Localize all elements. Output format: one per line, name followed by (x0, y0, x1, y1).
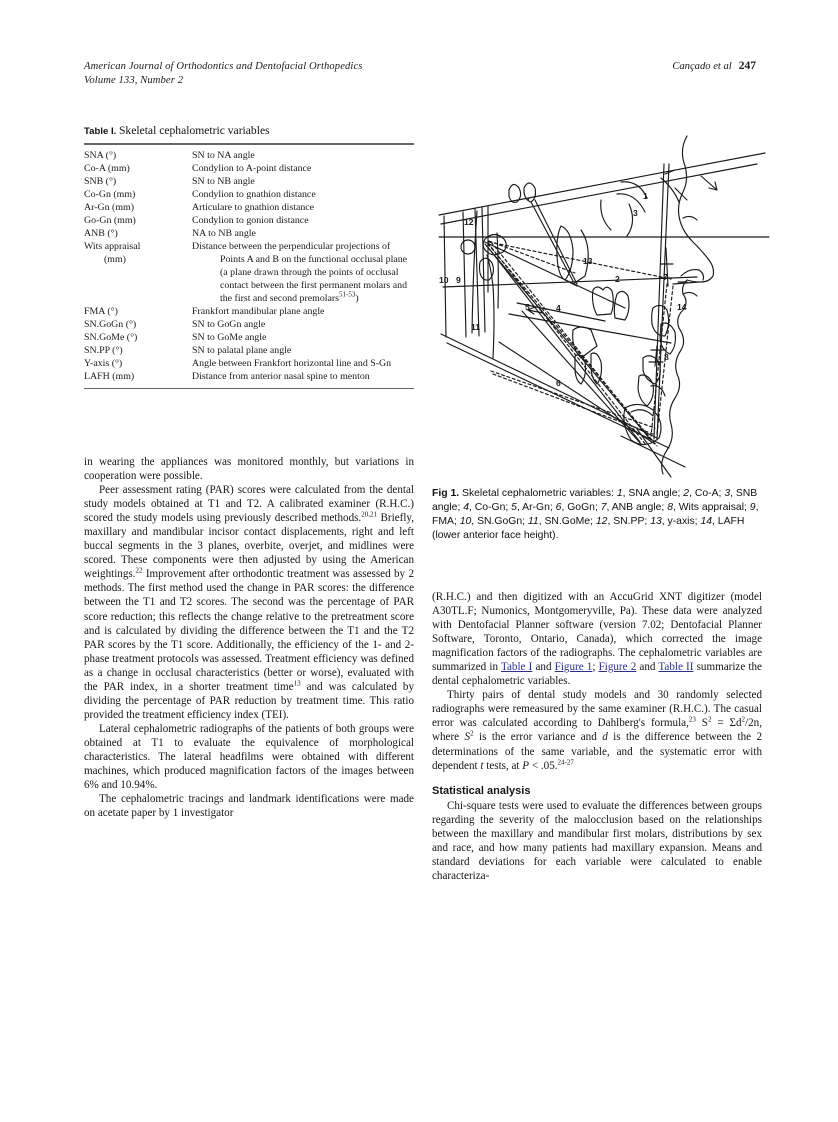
legend-name-11: SN.GoMe (544, 515, 591, 527)
figure-label-5: 5 (525, 302, 530, 312)
running-head-right (672, 60, 756, 74)
table-row (84, 306, 414, 319)
variable-definition: SN to NA angle (192, 150, 255, 161)
page-number: 247 (738, 60, 756, 72)
figure-label-10: 10 (439, 275, 449, 285)
legend-name-4: Co-Gn (474, 501, 506, 513)
spacer-cell (84, 267, 192, 280)
legend-num-4: 4 (463, 501, 469, 513)
error-text-d: /2n, where (432, 717, 762, 744)
variable-definition: NA to NB angle (192, 228, 256, 239)
journal-title: American Journal of Orthodontics and Dentofacial Orthopedics (84, 61, 363, 72)
symbol-s: S (464, 731, 471, 744)
legend-num-2: 2 (683, 488, 690, 499)
citation-superscript: 22 (135, 566, 143, 575)
legend-num-5: 5 (511, 501, 517, 513)
table-row-continuation (84, 293, 414, 306)
legend-num-10: 10 (459, 515, 472, 527)
variable-definition: SN to GoMe angle (192, 332, 267, 343)
paragraph-digitizer (432, 590, 762, 688)
dashed-gogn (491, 371, 655, 428)
legend-num-1: 1 (616, 488, 623, 499)
figure-label-4: 4 (556, 303, 561, 313)
cross-ref-figure-2[interactable]: Figure 2 (598, 661, 637, 674)
nose-tip-detail (683, 216, 697, 220)
citation-superscript: 24-27 (557, 757, 574, 766)
variable-name: Co-A (mm) (84, 163, 130, 174)
helper-line-4 (499, 342, 655, 444)
table-row-continuation (84, 267, 414, 280)
sella-circle (461, 240, 475, 254)
nasal-root-outline (524, 183, 536, 202)
table-row (84, 332, 414, 345)
symbol-t: t (480, 759, 484, 772)
exponent: 2 (470, 729, 474, 738)
citation-superscript: 23 (688, 715, 696, 724)
legend-name-2: Co-A (694, 488, 719, 499)
skeletal-variables-table (84, 145, 414, 388)
legend-name-14: LAFH (lower anterior face height) (432, 515, 745, 541)
variable-name: Co-Gn (mm) (84, 189, 136, 200)
digitizer-text-a: (R.H.C.) and then digitized with an AccuGrid XNT digitizer (model A30TL.F; Numonics, Montgomeryville, Pa). These data were analyzed with Dentofacial Planner software (version 7.02; Dentofacial Planner Software, Toronto, Ontario, Canada), which corrected the image magnification factors of the radiographs. The cephalometric variables are summarized in (432, 591, 762, 674)
table-row (84, 358, 414, 371)
volume-issue: Volume 133, Number 2 (84, 74, 184, 86)
citation-superscript: 20,21 (361, 510, 377, 519)
cross-ref-table-2[interactable]: Table II (658, 661, 694, 674)
digitizer-text-b: and (532, 661, 555, 674)
figure-label-1: 1 (643, 191, 648, 201)
paragraph-par-scores (84, 483, 414, 722)
variable-name: Y-axis (°) (84, 358, 123, 369)
variable-definition-line: Points A and B on the functional occlusal plane (220, 254, 408, 265)
angle-arc-3 (601, 200, 611, 230)
construction-line-ar-gn (485, 242, 625, 308)
variable-name: Wits appraisal (84, 241, 141, 252)
figure-label-6: 6 (556, 378, 561, 388)
error-text-g: tests, at (483, 759, 523, 772)
legend-num-14: 14 (700, 515, 713, 527)
paragraph-statistics: Chi-square tests were used to evaluate the differences between groups regarding the severity of the malocclusion based on the relationships between the maxillary and mandibular first molars, distributions by sex and race, and how many patients had maxillary expansion. Means and standard deviations for each variable were calculated to enable characteriza- (432, 799, 762, 882)
dashed-gogn-2 (493, 374, 653, 434)
par-text-b: Briefly, maxillary and mandibular incisor contact displacements, right and left buccal segments in the 3 planes, overbite, overjet, and midlines were scored. These components were then adjusted by using the American weightings. (84, 512, 414, 581)
table-1-block (84, 124, 414, 389)
legend-name-9: FMA (432, 515, 454, 527)
figure-label-2: 2 (615, 274, 620, 284)
figure-label-13: 13 (583, 256, 593, 266)
variable-name: SN.GoMe (°) (84, 332, 138, 343)
figure-label-14: 14 (677, 302, 687, 312)
spacer-cell (84, 293, 192, 306)
error-text-b: S (695, 717, 708, 730)
upper-lip-outline (681, 270, 704, 280)
variable-name: SN.PP (°) (84, 345, 123, 356)
variable-name: Ar-Gn (mm) (84, 202, 134, 213)
figure-label-11: 11 (471, 322, 481, 332)
helper-line-2 (535, 200, 577, 284)
variable-name: SN.GoGn (°) (84, 319, 137, 330)
variable-definition-line-last (192, 290, 414, 306)
figure-label-12: 12 (464, 217, 474, 227)
body-column-right (432, 590, 762, 883)
variable-definition: Condylion to gnathion distance (192, 189, 316, 200)
citation-superscript: 51-53 (339, 290, 356, 299)
legend-num-9: 9 (749, 501, 756, 513)
table-row (84, 241, 414, 254)
variable-name: SNA (°) (84, 150, 117, 161)
error-text-a: Thirty pairs of dental study models and 30 randomly selected radiographs were remeasured by the same examiner (R.H.C.). The casual error was calculated according to Dahlberg's formula, (432, 689, 762, 730)
legend-num-3: 3 (724, 488, 731, 499)
table-row (84, 145, 414, 163)
legend-name-10: SN.GoGn (477, 515, 523, 527)
legend-num-6: 6 (555, 501, 562, 513)
variable-name-unit: (mm) (104, 254, 126, 265)
figure-label-9: 9 (456, 275, 461, 285)
figure-label: Fig 1. (432, 488, 460, 499)
variable-definition: Angle between Frankfort horizontal line and S-Gn (192, 358, 392, 369)
digitizer-text-c: ; (592, 661, 599, 674)
variable-definition: SN to GoGn angle (192, 319, 266, 330)
symbol-d: d (602, 731, 608, 744)
variable-definition: Condylion to gonion distance (192, 215, 309, 226)
figure-1-caption: Fig 1. Skeletal cephalometric variables: 1, SNA angle; 2, Co-A; 3, SNB angle; 4, Co-Gn; 5, Ar-Gn; 6, GoGn; 7, ANB angle; 8, Wits appraisal; 9, FMA; 10, SN.GoGn; 11, SN.GoMe; 12, SN.PP; 13, y-axis; 14, LAFH (lower anterior face height). (432, 488, 759, 541)
posterior-outline-2 (463, 212, 466, 337)
symbol-p: P (522, 759, 530, 772)
symphysis-inner (631, 410, 653, 416)
legend-num-13: 13 (650, 515, 662, 527)
table-row (84, 345, 414, 358)
variable-definition: Articulare to gnathion distance (192, 202, 315, 213)
mandibular-border-line (447, 343, 669, 448)
helper-line-1 (531, 202, 573, 281)
table-row (84, 319, 414, 332)
construction-line-lower (522, 311, 641, 444)
upper-second-molar (614, 291, 629, 320)
legend-name-3: SNB angle (432, 488, 758, 513)
error-text-c: = Σd (711, 717, 742, 730)
legend-num-7: 7 (600, 501, 607, 513)
variable-name: FMA (°) (84, 306, 118, 317)
construction-line-condylion-gnathion (485, 244, 650, 439)
figure-caption-lead: Skeletal cephalometric variables: (462, 488, 614, 499)
legend-name-5: Ar-Gn (522, 501, 550, 513)
error-text-h: < .05. (529, 759, 558, 772)
digitizer-text-e: summarize the dental cephalometric variables. (432, 661, 762, 688)
angle-arc-4 (627, 204, 633, 236)
table-row-continuation (84, 254, 414, 267)
table-title: Skeletal cephalometric variables (118, 124, 270, 137)
citation-superscript: 13 (293, 679, 301, 688)
exponent: 2 (741, 715, 746, 724)
variable-name: LAFH (mm) (84, 371, 135, 382)
paragraph-error-analysis (432, 688, 762, 772)
legend-name-12: SN.PP (613, 515, 645, 527)
paragraph-continued: in wearing the appliances was monitored monthly, but variations in cooperation were possible. (84, 456, 414, 483)
table-caption (84, 124, 414, 143)
cross-ref-table-1[interactable]: Table I (500, 661, 533, 674)
lower-incisor-root (638, 375, 653, 406)
paragraph-tracings: The cephalometric tracings and landmark identifications were made on acetate paper by 1 investigator (84, 793, 414, 820)
table-row (84, 202, 414, 215)
posterior-outline-6 (472, 211, 477, 333)
table-rule-bottom (84, 388, 414, 389)
lower-lip-detail (683, 292, 697, 296)
variable-definition: Distance between the perpendicular projections of (192, 241, 391, 252)
legend-name-7: ANB angle (611, 501, 662, 513)
paragraph-radiographs: Lateral cephalometric radiographs of the patients of both groups were obtained at T1 to evaluate the equivalence of morphological characteristics. The lateral headfilms were obtained with different machines, which produced magnification factors of the images between 6% and 10.94%. (84, 722, 414, 792)
section-heading-statistical-analysis: Statistical analysis (432, 784, 531, 797)
variable-definition: SN to palatal plane angle (192, 345, 292, 356)
variable-definition: Distance from anterior nasal spine to menton (192, 371, 370, 382)
variable-name: ANB (°) (84, 228, 118, 239)
legend-num-8: 8 (667, 501, 673, 513)
exponent: 2 (707, 715, 712, 724)
spacer-cell (84, 280, 192, 293)
legend-num-11: 11 (527, 515, 539, 527)
table-row-continuation (84, 280, 414, 293)
variable-definition-line: (a plane drawn through the points of occlusal (220, 267, 399, 278)
table-row (84, 228, 414, 241)
running-head-left (84, 60, 362, 87)
legend-name-1: SNA angle (628, 488, 678, 499)
variable-definition: Condylion to A-point distance (192, 163, 312, 174)
variable-definition-line: contact between the first permanent molars and (220, 280, 408, 291)
table-row (84, 371, 414, 388)
variable-definition: SN to NB angle (192, 176, 255, 187)
variable-name: SNB (°) (84, 176, 117, 187)
table-row (84, 176, 414, 189)
running-head (84, 60, 756, 94)
dashed-construction-lines (488, 241, 673, 446)
cross-ref-figure-1[interactable]: Figure 1 (554, 661, 593, 674)
error-text-e: is the error variance and (473, 731, 603, 744)
figure-1-cephalometric-tracing (425, 118, 772, 480)
table-row (84, 189, 414, 202)
digitizer-text-d: and (636, 661, 659, 674)
figure-label-7: 7 (663, 272, 668, 282)
table-row (84, 215, 414, 228)
body-column-left (84, 455, 414, 820)
par-text-c: Improvement after orthodontic treatment was assessed by 2 methods. The first method used the change in PAR scores: the difference between the T1 and T2 scores. The second was the percentage of PAR score reduction; this reflects the change relative to the pretreatment score and is calculated by dividing the difference between the T1 and the T2 PAR scores by the T1 score. Additionally, the efficiency of the 1- and 2-phase treatment protocols was assessed. Treatment efficiency was defined as a change in occlusal characteristics (better or worse), evaluated with the PAR index, in a shorter treatment time (84, 568, 414, 693)
author-names: Cançado et al (672, 61, 732, 72)
cephalogram-tracing-svg (425, 118, 772, 480)
par-text-a: Peer assessment rating (PAR) scores were calculated from the dental study models obtained at T1 and T2. A calibrated examiner (R.H.C.) scored the study models using previously described methods. (84, 484, 414, 525)
legend-name-6: GoGn (567, 501, 595, 513)
figure-label-8: 8 (664, 352, 669, 362)
legend-name-8: Wits appraisal (678, 501, 745, 513)
frontal-sinus-outline (509, 184, 521, 202)
variable-name: Go-Gn (mm) (84, 215, 136, 226)
variable-definition: Frankfort mandibular plane angle (192, 306, 325, 317)
dashed-ar-gn (488, 243, 646, 445)
error-text-f: is the difference between the 2 determinations of the same variable, and the systematic error with dependent (432, 731, 763, 772)
legend-num-12: 12 (595, 515, 608, 527)
definition-tail: ) (355, 293, 359, 304)
table-row (84, 163, 414, 176)
definition-text: the first and second premolars (220, 293, 340, 304)
legend-name-13: y-axis (667, 515, 695, 527)
par-text-d: and was calculated by dividing the percentage of PAR reduction by treatment time. This ratio provided the treatment efficiency index (TEI). (84, 680, 414, 721)
figure-label-3: 3 (633, 208, 638, 218)
posterior-outline-4 (482, 207, 485, 332)
table-label: Table I. (84, 126, 117, 137)
